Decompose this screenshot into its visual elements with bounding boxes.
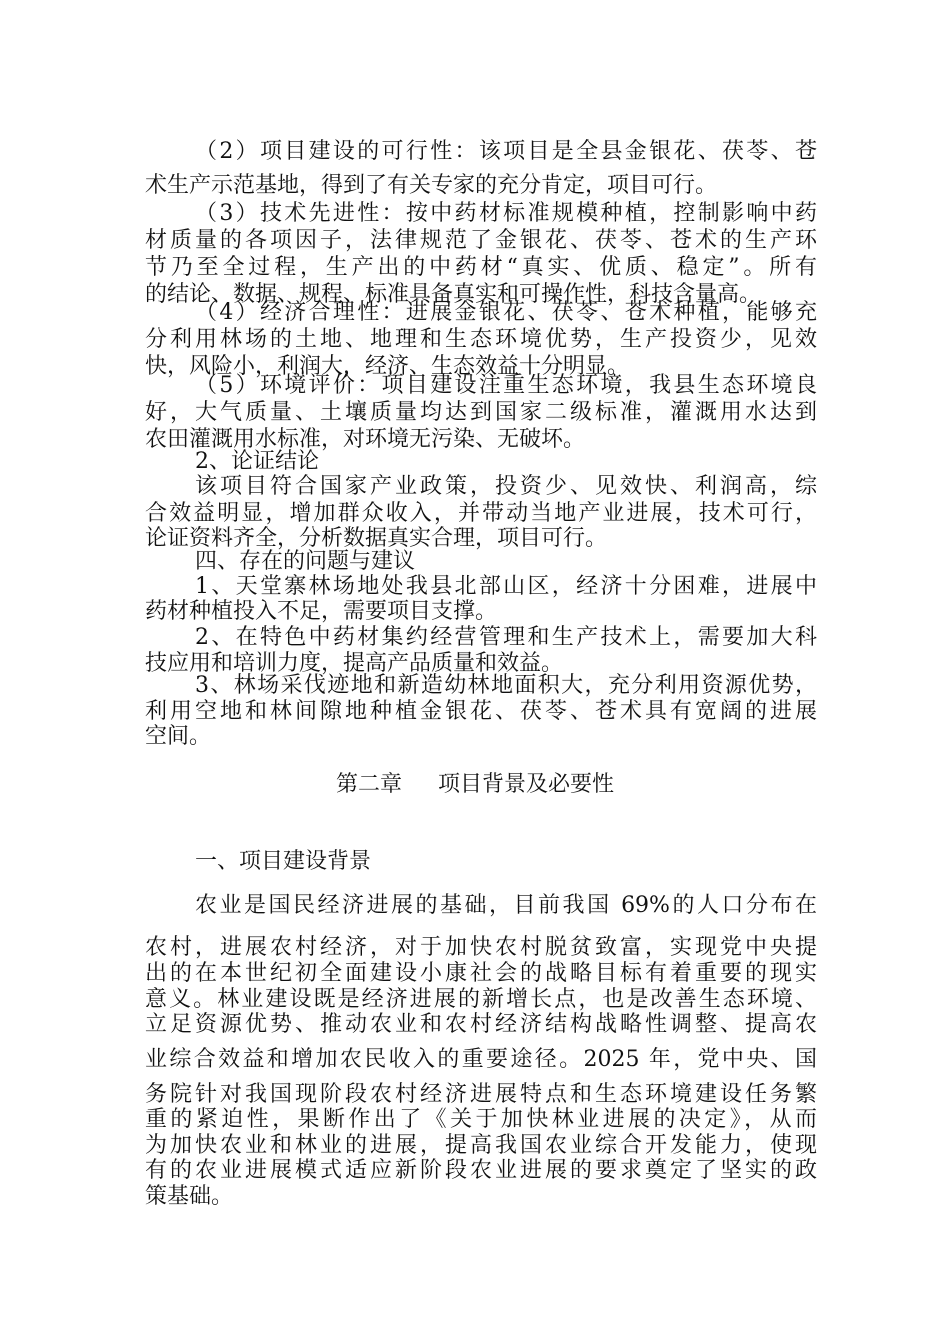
para-4-line-1: （4）经济合理性：进展金银花、茯苓、苍术种植，能够充 [195, 300, 817, 325]
issue-2-line-1: 2、在特色中药材集约经营管理和生产技术上，需要加大科 [195, 625, 817, 650]
background-line-9: 为加快农业和林业的进展，提高我国农业综合开发能力，使现 [145, 1133, 817, 1158]
para-3-line-3: 节乃至全过程，生产出的中药材“真实、优质、稳定”。所有 [145, 255, 817, 280]
para-2-line-2: 术生产示范基地，得到了有关专家的充分肯定，项目可行。 [145, 173, 718, 198]
conclusion-line-1: 该项目符合国家产业政策，投资少、见效快、利润高，综 [195, 474, 817, 499]
background-line-1: 农业是国民经济进展的基础，目前我国 69%的人口分布在 [195, 893, 817, 918]
background-line-2: 农村，进展农村经济，对于加快农村脱贫致富，实现党中央提 [145, 935, 817, 960]
para-5-line-2: 好，大气质量、土壤质量均达到国家二级标准，灌溉用水达到 [145, 400, 817, 425]
para-3-line-2: 材质量的各项因子，法律规范了金银花、茯苓、苍术的生产环 [145, 228, 817, 253]
background-line-3: 出的在本世纪初全面建设小康社会的战略目标有着重要的现实 [145, 961, 817, 986]
issues-heading: 四、存在的问题与建议 [195, 549, 416, 574]
issue-2-line-2: 技应用和培训力度，提高产品质量和效益。 [145, 651, 564, 676]
conclusion-heading: 2、论证结论 [195, 449, 319, 474]
chapter-title [0, 772, 950, 798]
para-3-line-4: 的结论、数据、规程、标准具备真实和可操作性，科技含量高。 [145, 282, 762, 307]
chapter-number: 第二章 [335, 772, 402, 797]
section-heading: 一、项目建设背景 [195, 849, 372, 874]
background-line-8: 重的紧迫性，果断作出了《关于加快林业进展的决定》，从而 [145, 1107, 817, 1132]
para-3-line-1: （3）技术先进性：按中药材标准规模种植，控制影响中药 [195, 201, 817, 226]
background-line-4: 意义。林业建设既是经济进展的新增长点，也是改善生态环境、 [145, 987, 817, 1012]
background-line-6: 业综合效益和增加农民收入的重要途径。2025 年，党中央、国 [145, 1047, 817, 1072]
background-line-7: 务院针对我国现阶段农村经济进展特点和生态环境建设任务繁 [145, 1082, 817, 1107]
para-4-line-2: 分利用林场的土地、地理和生态环境优势，生产投资少，见效 [145, 327, 817, 352]
issue-3-line-1: 3、林场采伐迹地和新造幼林地面积大，充分利用资源优势， [195, 673, 817, 698]
para-2-line-1: （2）项目建设的可行性：该项目是全县金银花、茯苓、苍 [195, 139, 817, 164]
issue-1-line-2: 药材种植投入不足，需要项目支撑。 [145, 599, 498, 624]
conclusion-line-2: 合效益明显，增加群众收入，并带动当地产业进展，技术可行， [145, 501, 817, 526]
background-line-11: 策基础。 [145, 1184, 234, 1209]
conclusion-line-3: 论证资料齐全，分析数据真实合理，项目可行。 [145, 526, 608, 551]
chapter-name: 项目背景及必要性 [438, 772, 615, 797]
issue-3-line-2: 利用空地和林间隙地种植金银花、茯苓、苍术具有宽阔的进展 [145, 699, 817, 724]
issue-3-line-3: 空间。 [145, 724, 212, 749]
para-5-line-3: 农田灌溉用水标准，对环境无污染、无破坏。 [145, 427, 586, 452]
para-4-line-3: 快，风险小，利润大，经济、生态效益十分明显。 [145, 354, 630, 379]
background-line-5: 立足资源优势、推动农业和农村经济结构战略性调整、提高农 [145, 1012, 817, 1037]
para-5-line-1: （5）环境评价：项目建设注重生态环境，我县生态环境良 [195, 373, 817, 398]
issue-1-line-1: 1、天堂寨林场地处我县北部山区，经济十分困难，进展中 [195, 574, 817, 599]
background-line-10: 有的农业进展模式适应新阶段农业进展的要求奠定了坚实的政 [145, 1158, 817, 1183]
